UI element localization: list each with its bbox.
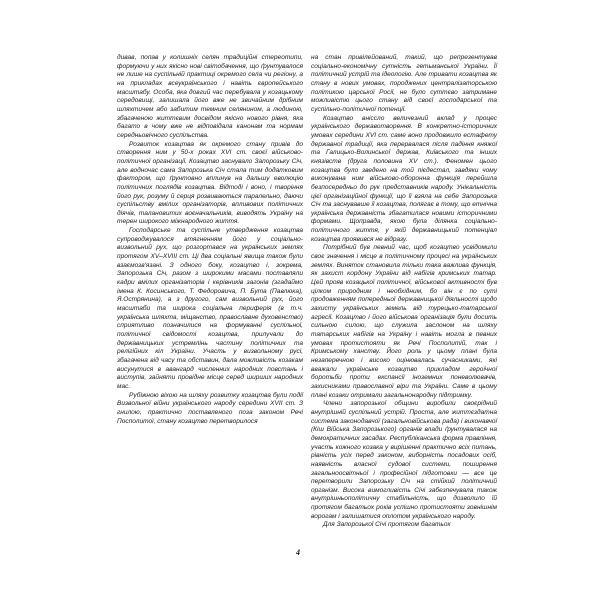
right-text-column xyxy=(311,54,497,530)
paragraph-right-1: на стан привілейований, такий, що репрезентував соціально-економічну сутність гетьманської України. Її політичний устрій та ідеологію. Але тривати козацтва як стану в нових умовах, породжених централізаторською політикою царської Росії, не було суттєво затримане можливістю цього стану від своєї господарської та суспільно-політичної потенції. xyxy=(311,54,497,113)
paragraph-right-2: Козацтво вніссло величезний вклад у процес українського державотворення. В конкретно-історичних умовах середини XVI ст. саме воно продовжило естафету державної традиції, яка перервалася після падіння княжої та Галицько-Волинської держав, Київського та інших князівств (друга половина XV ст.). Феномен цього козацтва було зведено на той пієдестал, завдяки чому виконувана ним військово-оборонна функція перейшла безпосередньо до рук представників народу. Унікальність цієї організаційної функції, що її взяла на себе Запорозька Січ та заснувавше її козацтва, полягає в тому, що етнічна українська державність збагатилася новими історичними формами. Щоправда, якою була ділянка соціально-політичного життя, у якій державницький потенціал козацтва проявився не відразу. xyxy=(311,114,497,243)
paragraph-left-2: Розвиток козацтва як окремого стану привів до створення ним у 50-х роках XVI ст. своєї військово-політичної організації. Козацтво заснувало Запорозьку Січ, але водночас сама Запорозька Січ стала тим додатковим фактором, що ґрунтовно вплинув на дальшу еволюцію політичних поглядів козацтва. Відтоді і воно, і творіння його рук, розуму й серця розвиваються паралельно, даючи суспільству вмілих організаторів, впливових політичних діячів, талановитих воєначальників, виводять Україну на терен широкого міжнародного життя. xyxy=(117,140,303,226)
paragraph-left-4: Рубіжною віхою на шляху розвитку козацтва були події Визвольної війни українського народу середини XVII ст. З гнилою, практично поставленого поза законом Речі Посполитої, стану козацтво перетворилося xyxy=(117,391,303,425)
paragraph-right-5: Для Запорозької Січі протягом багатьох xyxy=(323,521,451,529)
paragraph-right-3: Потрібний був певний час, щоб козацтво усвідомили своє значення і місце в політичному процесі на українських землях. Виняток становила тільки така важлива функція, як захист кордону України від набігів кримських татар. Цей прояв козацької політичної, військової активності був цілком природним і необхідним, бо він є по суті продовженням попередньої державницької діяльності щодо захисту українських земель від турецько-татарської агресії. Козацтво і його військова організація були досить сильною силою, що служила заслоном на шляху татарських набігів на Україну і навіть могла в певних умовах протистояти як Речі Посполитій, так і Кримському ханству. Його роль у цьому плані була незаперечною і високо оцінювалась сучасниками, які вважали українське козацтво прикладом героїчної боротьби проти експансії іноземних поневолювачів, захисниками православної віри та України. Саме в цьому плані козаки отримали загальнонародну підтримку. xyxy=(311,244,497,399)
paragraph-left-1: дивав, попав у колишніх селян традиційні стереотипи, формуючи у них якісно нові світобачення, що ґрунтувалося не лише на суспільній практиці окремого села чи регіону, а на прикладах всеукраїнського і навіть європейського масштабу. Особа, яка довгий час перебувала у козацькому середовищі, залишала його вже не звичайним дрібним шляхтичем або забитим темним селянином, а людиною, збагаченою життєвим досвідом якісно нового рівня, яка багато в чому вже не відповідала канонам та нормам середньовічного суспільства. xyxy=(117,54,303,139)
paragraph-right-4: Члени запорозької общини виробили своєрідний внутрішній суспільний устрій. Проста, але життєздатна система законодавчої (загальновійськова рада) і виконавчої (Кіш Війська Запорозького) органів влади ґрунтувалася на демократичних засадах. Республіканська форма правління, участь кожного козака у вирішенні практично всіх питань, рівність усіх перед законом, виборність посадових осіб, наявність власної судової системи, поширення загальноосвітньої і професійної підготовки — все це перетворили Запорозьку Січ на стійкий політичний організм. Висока вимогливість Січі забезпечувала також внутрішньополітичну стабільність, що дозволило їй протягом багатьох років успішно протистояти зовнішнім ворогам і залишатися оплотом українського народу. xyxy=(311,400,497,520)
paragraph-left-3: Господарське та суспільне утвердження козацтва супроводжувалося втягненням його у соціально-визвольний рух, що розгортався на українських землях протягом XV–XVIII ст. Ці два соціальні явища також були взаємозв'язані. З одного боку, козацтво і, зокрема, Запорозька Січ, разом з широкими масами поставляли кадри вмілих організаторів і керівників загонів (згадаймо імена К. Косинського, Т. Федоровича, П. Бута (Павлюка), Я.Острянина), а з другого, сам визвольний рух, його масштаби та широка соціальна периферія (в т.ч. українська шляхта, міщанство, православне духовенство) сприятливо позначилися на формуванні суспільної, політичної свідомості козацтва, прилучали до державницьких устремлінь частину політичних та релігійних кіл України. Участь у визвольному русі, збагачена від часу та обставин, дала можливість козакам висунутися в авангард численних народних повстань і виступів, зайняти провідне місце серед ширших народних мас. xyxy=(117,227,303,390)
left-text-column xyxy=(117,54,303,426)
page-number: 4 xyxy=(296,548,300,557)
